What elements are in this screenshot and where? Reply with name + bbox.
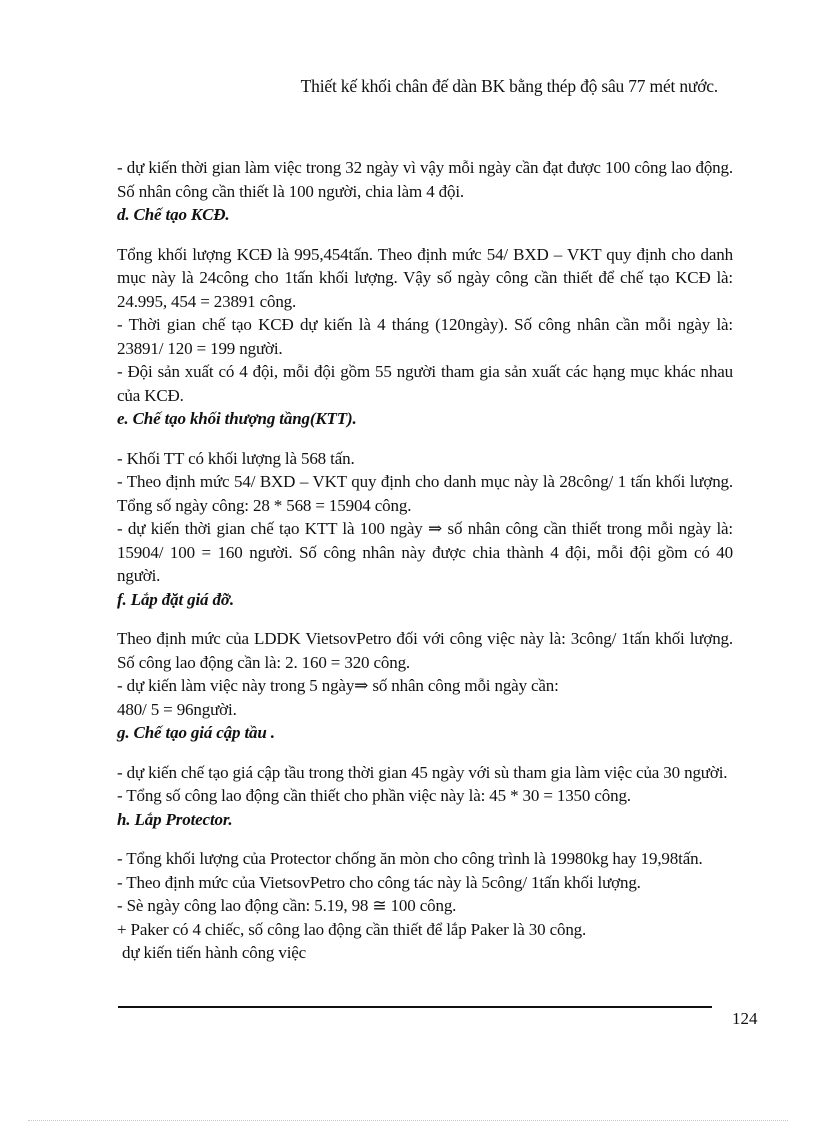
section-h-paragraph-2: - Theo định mức của VietsovPetro cho công tác này là 5công/ 1tấn khối lượng. <box>117 872 641 892</box>
section-heading-f: f. Lắp đặt giá đỡ. <box>117 589 234 609</box>
section-g-paragraph-1: - dự kiến chế tạo giá cập tầu trong thời gian 45 ngày với sù tham gia làm việc của 30 người. <box>117 762 728 782</box>
section-h-paragraph-5: dự kiến tiến hành công việc <box>122 943 307 962</box>
footer-divider <box>118 1006 712 1008</box>
section-heading-g: g. Chế tạo giá cập tầu . <box>117 723 275 742</box>
page-bottom-dotted-border <box>28 1120 788 1121</box>
section-f-paragraph-3: 480/ 5 = 96người. <box>117 699 237 719</box>
section-h-paragraph-3: - Sè ngày công lao động cần: 5.19, 98 ≅ 100 công. <box>117 896 457 915</box>
section-heading-h: h. Lắp Protector. <box>117 809 233 829</box>
intro-paragraph: - dự kiến thời gian làm việc trong 32 ngày vì vậy mỗi ngày cần đạt được 100 công lao động. Số nhân công cần thiết là 100 người, chia làm 4 đội. <box>117 158 733 201</box>
section-f-paragraph-1: Theo định mức của LDDK VietsovPetro đối với công việc này là: 3công/ 1tấn khối lượng. Số công lao động cần là: 2. 160 = 320 công. <box>117 629 733 672</box>
section-g-paragraph-2: - Tổng số công lao động cần thiết cho phần việc này là: 45 * 30 = 1350 công. <box>117 786 631 805</box>
section-e-paragraph-1: - Khối TT có khối lượng là 568 tấn. <box>117 448 355 468</box>
section-f-paragraph-2: - dự kiến làm việc này trong 5 ngày⇒ số nhân công mỗi ngày cần: <box>117 676 559 695</box>
document-body <box>117 156 733 965</box>
section-h-paragraph-1: - Tổng khối lượng của Protector chống ăn mòn cho công trình là 19980kg hay 19,98tấn. <box>117 849 703 868</box>
section-heading-e: e. Chế tạo khối thượng tầng(KTT). <box>117 409 357 428</box>
section-heading-d: d. Chế tạo KCĐ. <box>117 205 230 224</box>
section-d-paragraph-2: - Thời gian chế tạo KCĐ dự kiến là 4 tháng (120ngày). Số công nhân cần mỗi ngày là: 23891/ 120 = 199 người. <box>117 315 733 358</box>
section-e-paragraph-2: - Theo định mức 54/ BXD – VKT quy định cho danh mục này là 28công/ 1 tấn khối lượng. Tổng số ngày công: 28 * 568 = 15904 công. <box>117 472 733 515</box>
section-e-paragraph-3: - dự kiến thời gian chế tạo KTT là 100 ngày ⇒ số nhân công cần thiết trong mỗi ngày là: 15904/ 100 = 160 người. Số công nhân này được chia thành 4 đội, mỗi đội gồm có 40 người. <box>117 519 733 585</box>
page-header: Thiết kế khối chân đế dàn BK bằng thép độ sâu 77 mét nước. <box>300 76 718 96</box>
section-h-paragraph-4: + Paker có 4 chiếc, số công lao động cần thiết để lắp Paker là 30 công. <box>117 919 587 939</box>
section-d-paragraph-1: Tổng khối lượng KCĐ là 995,454tấn. Theo định mức 54/ BXD – VKT quy định cho danh mục này là 24công cho 1tấn khối lượng. Vậy số ngày công cần thiết để chế tạo KCĐ là: 24.995, 454 = 23891 công. <box>117 244 733 311</box>
section-d-paragraph-3: - Đội sản xuất có 4 đội, mỗi đội gồm 55 người tham gia sản xuất các hạng mục khác nhau của KCĐ. <box>117 362 733 405</box>
page-number: 124 <box>732 1009 758 1028</box>
